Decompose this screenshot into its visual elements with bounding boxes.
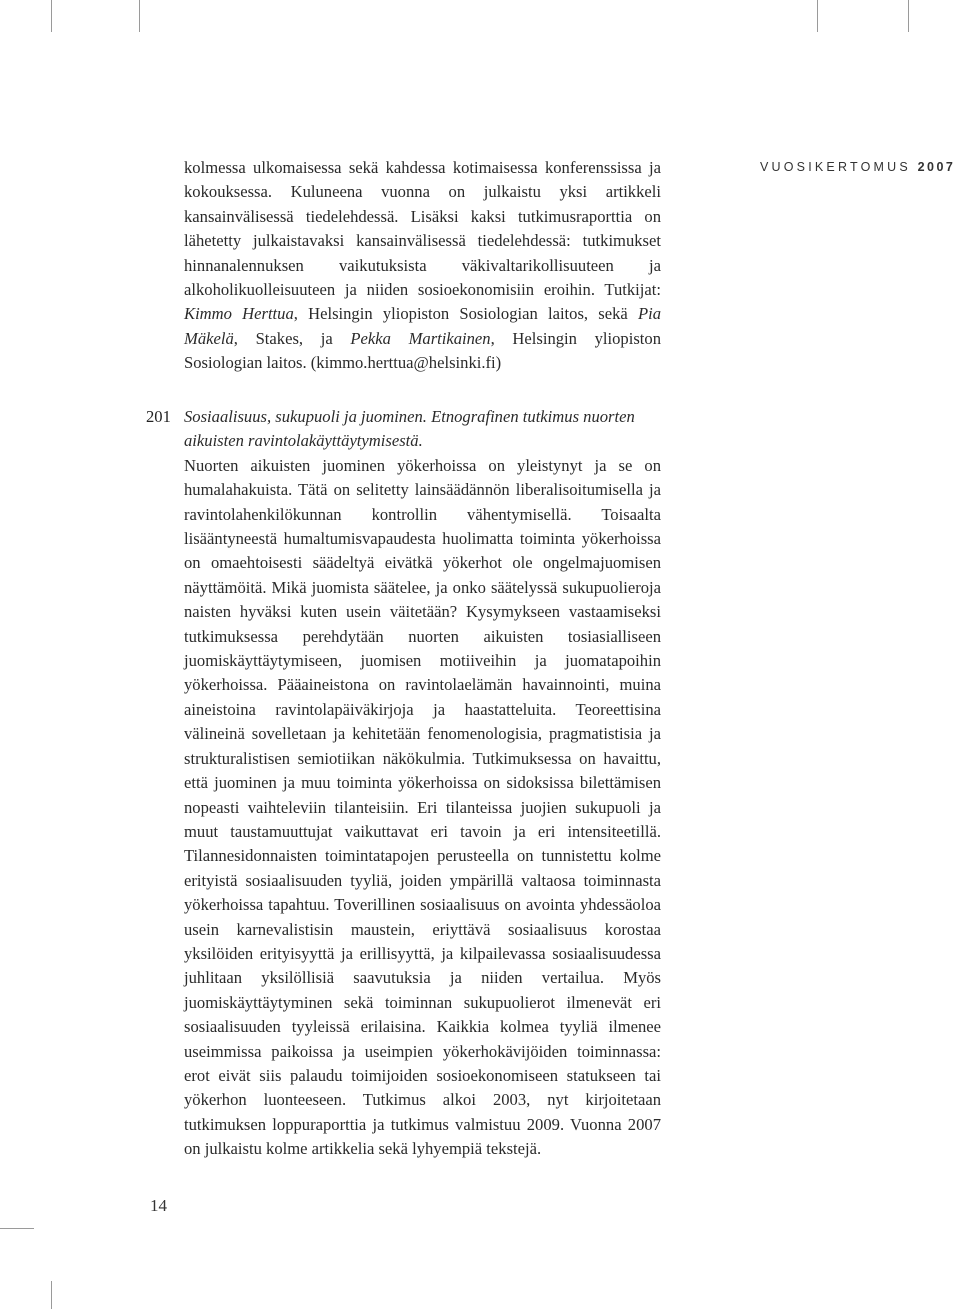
crop-mark-top-right <box>908 0 909 32</box>
entry-title-main: Sosiaalisuus, sukupuoli ja juominen. <box>184 407 427 426</box>
crop-mark-top-left <box>51 0 52 32</box>
author-name: Kimmo Herttua <box>184 304 294 324</box>
entry-201 <box>184 405 661 1162</box>
running-header <box>760 160 956 174</box>
continued-entry-text <box>184 156 661 376</box>
header-label: VUOSIKERTOMUS <box>760 160 911 174</box>
crop-mark-top-right-inner <box>817 0 818 32</box>
page-number: 14 <box>150 1196 167 1215</box>
crop-mark-bottom-left <box>0 1228 34 1229</box>
crop-mark-bottom-left-vertical <box>51 1281 52 1309</box>
author-name: Pekka Martikainen <box>350 328 491 348</box>
entry-title-sub: Etnografinen tutkimus nuorten aikuisten ravintolakäyttäytymisestä. <box>184 407 635 451</box>
continued-paragraph: kolmessa ulkomaisessa sekä kahdessa kotimaisessa konferenssissa ja kokouksessa. Kuluneena vuonna on julkaistu yksi artikkeli kansainvälisessä tiedelehdessä. Lisäksi kaksi tutkimusraporttia on lähetetty julkaistavaksi kansainvälisessä tiedelehdessä: tutkimukset hinnanalennuksen vaikutuksista väkivaltarikollisuuteen ja alkoholikuolleisuuteen ja niiden sosioekonomisiin eroihin. Tutkijat: Kimmo Herttua, Helsingin yliopiston Sosiologian laitos, sekä Pia Mäkelä, Stakes, ja Pekka Martikainen, Helsingin yliopiston Sosiologian laitos. (kimmo.herttua@helsinki.fi) <box>184 158 662 373</box>
author-name: Pia Mäkelä <box>184 304 661 348</box>
entry-body: Nuorten aikuisten juominen yökerhoissa on yleistynyt ja se on humalahakuista. Tätä on selitetty lainsäädännön liberalisoitumisella ja ravintolahenkilökunnan kontrollin vähentymisellä. Toisaalta lisääntyneestä humaltumisvapaudesta huolimatta toiminta yökerhoissa on omaehtoisesti säädeltyä eivätkä yökerhot ole ongelmajuomisen näyttämöitä. Mikä juomista säätelee, ja onko säätelyssä sukupuolieroja naisten hyväksi kuten usein väitetään? Kysymykseen vastaamiseksi tutkimuksessa perehdytään nuorten aikuisten tosiasialliseen juomiskäyttäytymiseen, juomisen motiiveihin ja juomatapoihin yökerhoissa. Pääaineistona on ravintolaelämän havainnointi, muina aineistoina ravintolapäiväkirjoja ja haastatteluita. Teoreettisina välineinä sovelletaan ja kehitetään fenomenologisia, pragmatistisia ja strukturalistisen semiotiikan näkökulmia. Tutkimuksessa on havaittu, että juominen ja muu toiminta yökerhoissa on sidoksissa bilettämisen nopeasti vaihteleviin tilanteisiin. Eri tilanteissa juojien sukupuoli ja muut taustamuuttujat vaikuttavat eri tavoin ja eri intensiteetillä. Tilannesidonnaisten toimintatapojen perusteella on tunnistettu kolme erityistä sosiaalisuuden tyyliä, joiden ympärillä valtaosa toiminnasta yökerhoissa tapahtuu. Toverillinen sosiaalisuus on avointa yhdessäoloa usein karnevalistisin maustein, eriyttävä sosiaalisuus korostaa yksilöiden erityisyyttä ja erillisyyttä, ja kilpailevassa sosiaalisuudessa juhlitaan yksilöllisiä saavutuksia ja niiden vertailua. Myös juomiskäyttäytyminen sekä toiminnan sukupuolierot ilmenevät eri sosiaalisuuden tyyleissä erilaisina. Kaikkia kolmea tyyliä ilmenee useimmissa paikoissa ja useimpien yökerhokävijöiden toiminnassa: erot eivät siis palaudu toimijoiden sosioekonomiseen statukseen tai yökerhon luonteeseen. Tutkimus alkoi 2003, nyt kirjoitetaan tutkimuksen loppuraporttia ja tutkimus valmistuu 2009. Vuonna 2007 on julkaistu kolme artikkelia sekä lyhyempiä tekstejä. <box>184 455 661 1159</box>
entry-number: 201 <box>146 407 171 426</box>
header-year: 2007 <box>917 160 956 174</box>
crop-mark-top-left-inner <box>139 0 140 32</box>
entry-title <box>184 405 661 454</box>
